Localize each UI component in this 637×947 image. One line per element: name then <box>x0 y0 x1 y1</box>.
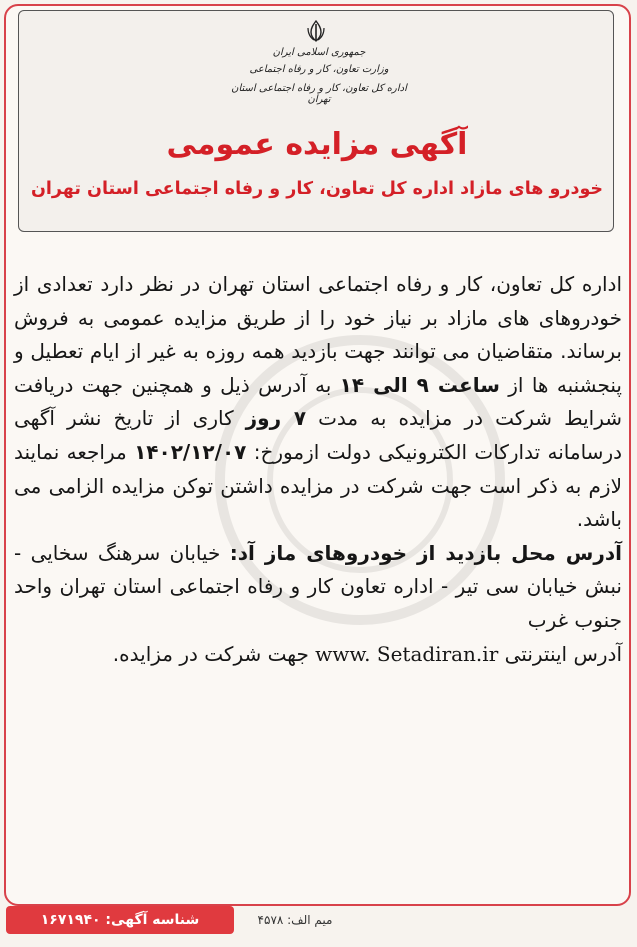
body-text-4: مراجعه نمایند لازم به ذکر است جهت شرکت در مزایده داشتن توکن مزایده الزامی می باشد. <box>14 439 622 532</box>
website-suffix: جهت شرکت در مزایده. <box>112 641 316 666</box>
website-prefix: آدرس اینترنتی <box>498 641 622 666</box>
publish-date: ۱۴۰۲/۱۲/۰۷ <box>134 439 247 464</box>
address-label: آدرس محل بازدید از خودروهای ماز آد: <box>229 540 622 565</box>
notice-body <box>14 268 622 671</box>
address-text: خیابان سرهنگ سخایی - نبش خیابان سی تیر - اداره تعاون کار و رفاه اجتماعی استان تهران واحد جنوب غرب <box>14 540 622 632</box>
ministry-line-1: جمهوری اسلامی ایران <box>272 47 366 58</box>
ministry-line-2: وزارت تعاون، کار و رفاه اجتماعی <box>249 64 389 75</box>
body-paragraph <box>14 268 622 537</box>
address-paragraph <box>14 537 622 638</box>
notice-header <box>18 10 614 232</box>
notice-title: آگهی مزایده عمومی <box>166 127 468 162</box>
body-text-2: به آدرس ذیل و همچنین جهت دریافت شرایط شرکت در مزایده به مدت <box>14 372 623 431</box>
ministry-line-3: اداره کل تعاون، کار و رفاه اجتماعی استان تهران <box>231 83 407 105</box>
body-text-1: اداره کل تعاون، کار و رفاه اجتماعی استان تهران در نظر دارد تعدادی از خودروهای های مازاد بر نیاز خود را از طریق مزایده عمومی به فروش برساند. متقاضیان می توانند جهت بازدید همه روزه به غیر از ایام تعطیل و پنجشنبه ها از <box>14 272 622 397</box>
notice-footer <box>4 904 631 942</box>
mim-alef-code: میم الف: ۴۵۷۸ <box>257 913 333 927</box>
duration-days: ۷ روز <box>245 406 307 431</box>
notice-subtitle: خودرو های مازاد اداره کل تعاون، کار و رفاه اجتماعی استان تهران <box>30 179 604 199</box>
ad-id-badge: شناسه آگهی: ۱۶۷۱۹۴۰ <box>6 906 234 934</box>
website-url[interactable]: www. Setadiran.ir <box>315 641 499 666</box>
body-text-3: کاری از تاریخ نشر آگهی درسامانه تدارکات الکترونیکی دولت ازمورخ: <box>14 406 623 464</box>
visit-hours: ساعت ۹ الی ۱۴ <box>339 372 500 397</box>
website-paragraph <box>14 638 622 672</box>
iran-emblem-icon <box>305 19 327 43</box>
